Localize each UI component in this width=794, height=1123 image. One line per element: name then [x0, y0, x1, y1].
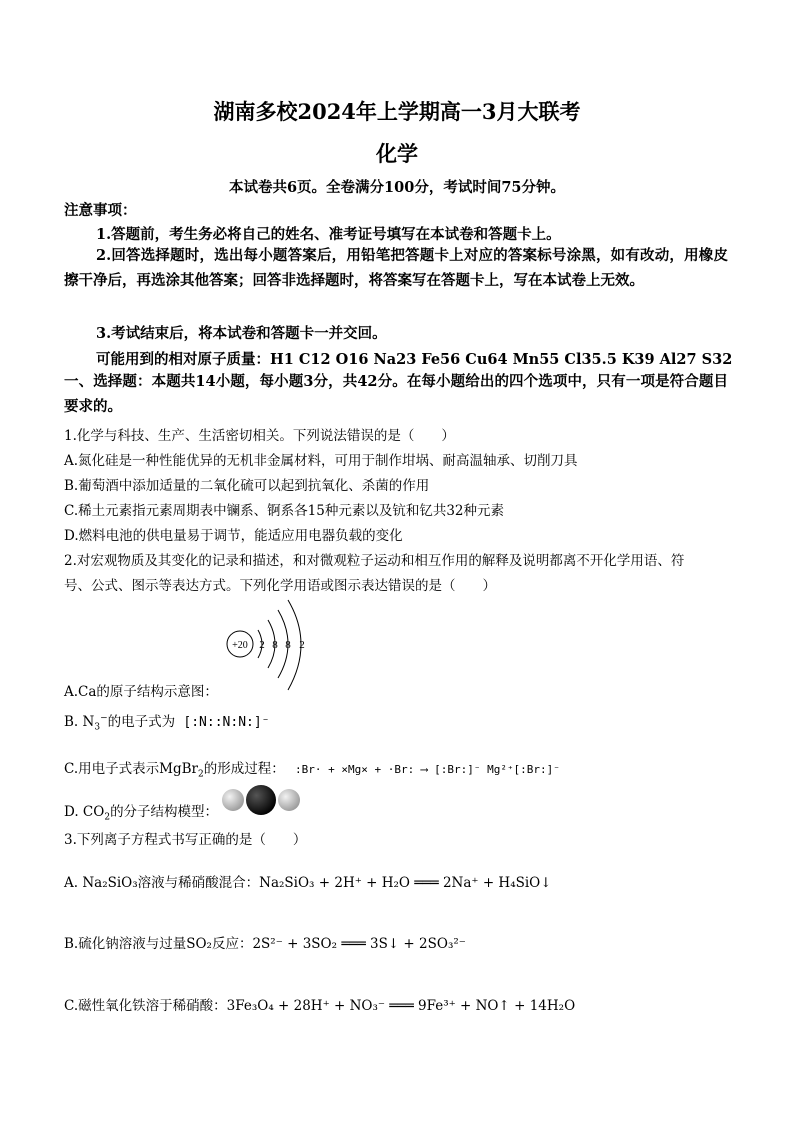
q2-stem-line2: 号、公式、图示等表达方式。下列化学用语或图示表达错误的是（ ）: [64, 578, 496, 594]
q1-option-b: B.葡萄酒中添加适量的二氧化硫可以起到抗氧化、杀菌的作用: [64, 478, 430, 494]
atomic-masses: 可能用到的相对原子质量：H1 C12 O16 Na23 Fe56 Cu64 Mn55 Cl35.5 K39 Al27 S32: [96, 351, 733, 368]
q3-option-b: B.硫化钠溶液与过量SO₂反应：2S²⁻ + 3SO₂ ═══ 3S↓ + 2SO₃²⁻: [64, 936, 466, 952]
q1-stem: 1.化学与科技、生产、生活密切相关。下列说法错误的是（ ）: [64, 428, 455, 444]
q3-stem: 3.下列离子方程式书写正确的是（ ）: [64, 832, 307, 848]
shell-count-2: 8: [272, 639, 278, 651]
q1-option-d: D.燃料电池的供电量易于调节，能适应用电器负载的变化: [64, 528, 403, 544]
q2-option-c: C.用电子式表示MgBr$_2$的形成过程： :Br· + ×Mg× + ·Br: ⟶ [:Br:]⁻ Mg²⁺[:Br:]⁻: [64, 761, 560, 780]
q2-d-suffix: 的分子结构模型：: [110, 804, 219, 820]
notice-item-1: 1.答题前，考生务必将自己的姓名、准考证号填写在本试卷和答题卡上。: [96, 226, 561, 243]
mgbr2-formation-formula: :Br· + ×Mg× + ·Br: ⟶ [:Br:]⁻ Mg²⁺[:Br:]⁻: [295, 763, 560, 776]
q2-b-suffix: 的电子式为: [107, 714, 176, 730]
oxygen-atom-left: [222, 789, 244, 811]
shell-count-4: 2: [299, 639, 305, 651]
notice-item-2: 2.回答选择题时，选出每小题答案后，用铅笔把答题卡上对应的答案标号涂黑，如有改动，用橡皮擦干净后，再选涂其他答案；回答非选择题时，将答案写在答题卡上，写在本试卷上无效。: [64, 247, 728, 289]
q3-option-a: A. Na₂SiO₃溶液与稀硝酸混合：Na₂SiO₃ + 2H⁺ + H₂O ═══ 2Na⁺ + H₄SiO↓: [64, 875, 552, 891]
q2-c-suffix: 的形成过程：: [203, 761, 285, 777]
q2-d-prefix: D. CO: [64, 804, 105, 820]
n3-electron-formula: [:N::N:N:]⁻: [183, 715, 270, 730]
q3-option-c: C.磁性氧化铁溶于稀硝酸：3Fe₃O₄ + 28H⁺ + NO₃⁻ ═══ 9Fe³⁺ + NO↑ + 14H₂O: [64, 998, 576, 1014]
q1-option-a: A.氮化硅是一种性能优异的无机非金属材料，可用于制作坩埚、耐高温轴承、切削刀具: [64, 453, 578, 469]
q2-option-a: A.Ca的原子结构示意图：: [64, 684, 218, 700]
shell-count-3: 8: [285, 639, 291, 651]
oxygen-atom-right: [278, 789, 300, 811]
shell-count-1: 2: [259, 639, 265, 651]
q2-c-prefix: C.用电子式表示MgBr: [64, 761, 198, 777]
section-heading: 一、选择题：本题共14小题，每小题3分，共42分。在每小题给出的四个选项中，只有一项是符合题目要求的。: [64, 373, 728, 415]
subject-title: 化学: [376, 141, 418, 166]
q2-option-b: B. $N_3^-$的电子式为 [:N::N:N:]⁻: [64, 713, 270, 733]
q2-option-d: D. $CO_2$的分子结构模型：: [64, 804, 219, 823]
ca-atom-structure-diagram: [220, 598, 330, 694]
carbon-atom: [246, 785, 276, 815]
q2-stem-line1: 2.对宏观物质及其变化的记录和描述，和对微观粒子运动和相互作用的解释及说明都离不开化学用语、符: [64, 553, 685, 569]
nucleus-charge: +20: [232, 640, 248, 651]
exam-info: 本试卷共6页。全卷满分100分，考试时间75分钟。: [228, 179, 566, 196]
exam-title: 湖南多校2024年上学期高一3月大联考: [213, 99, 581, 124]
q1-option-c: C.稀土元素指元素周期表中镧系、锕系各15种元素以及钪和钇共32种元素: [64, 503, 504, 519]
notice-heading: 注意事项：: [64, 202, 137, 219]
q2-b-prefix: B. N: [64, 714, 95, 730]
co2-molecule-model: [219, 784, 303, 816]
notice-item-3: 3.考试结束后，将本试卷和答题卡一并交回。: [96, 325, 387, 342]
